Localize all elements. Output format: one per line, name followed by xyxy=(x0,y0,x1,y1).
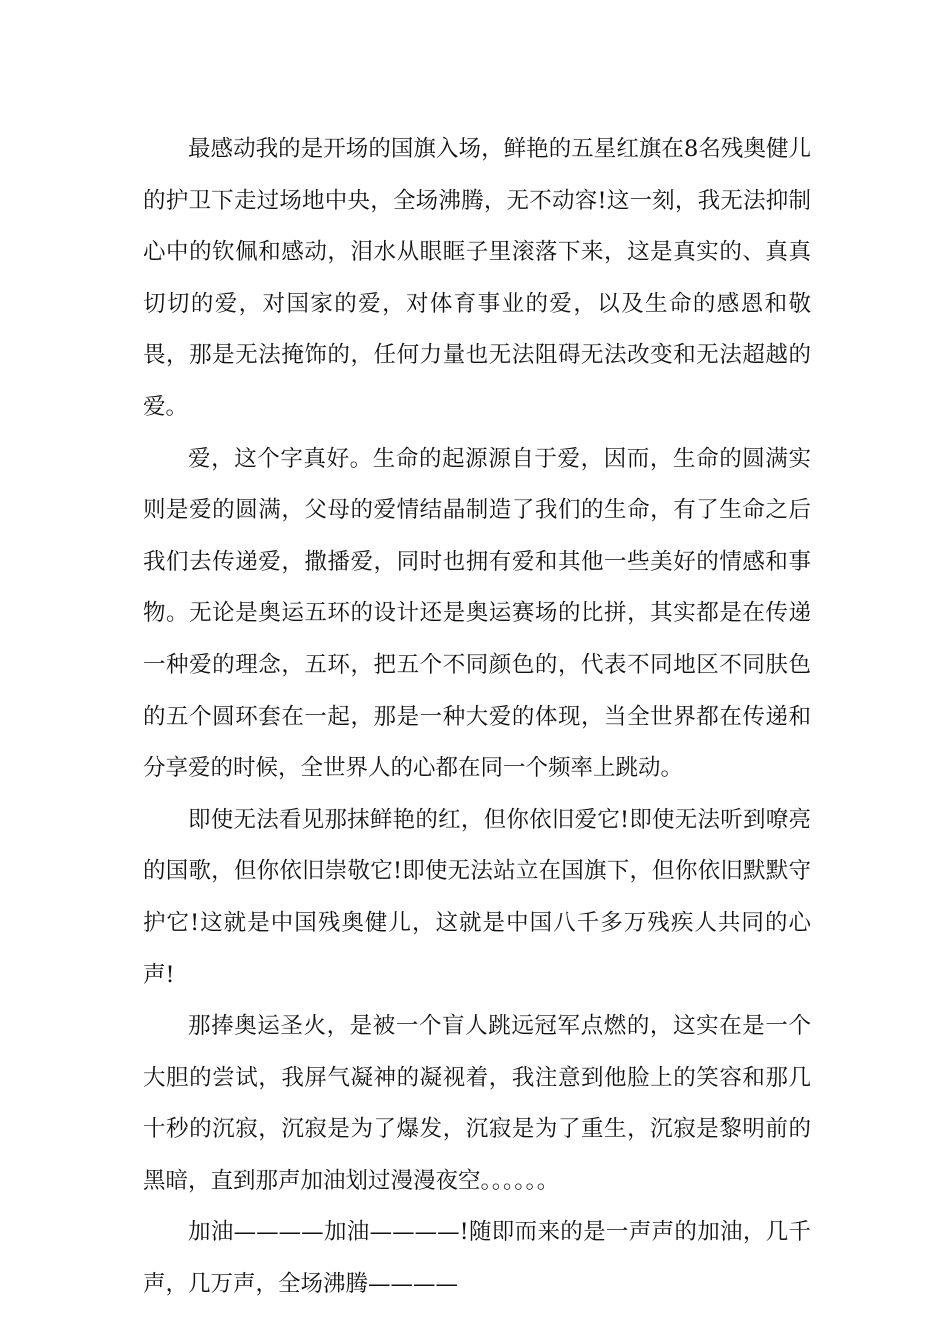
paragraph: 即使无法看见那抹鲜艳的红，但你依旧爱它!即使无法听到嘹亮的国歌，但你依旧崇敬它!即使无法站立在国旗下，但你依旧默默守护它!这就是中国残奥健儿，这就是中国八千多万残疾人共同的心声! xyxy=(143,806,811,988)
paragraph: 最感动我的是开场的国旗入场，鲜艳的五星红旗在8名残奥健儿的护卫下走过场地中央，全场沸腾，无不动容!这一刻，我无法抑制心中的钦佩和感动，泪水从眼眶子里滚落下来，这是真实的、真真切切的爱，对国家的爱，对体育事业的爱，以及生命的感恩和敬畏，那是无法掩饰的，任何力量也无法阻碍无法改变和无法超越的爱。 xyxy=(143,136,811,420)
paragraph: 爱，这个字真好。生命的起源源自于爱，因而，生命的圆满实则是爱的圆满，父母的爱情结晶制造了我们的生命，有了生命之后我们去传递爱，撒播爱，同时也拥有爱和其他一些美好的情感和事物。无论是奥运五环的设计还是奥运赛场的比拼，其实都是在传递一种爱的理念，五环，把五个不同颜色的，代表不同地区不同肤色的五个圆环套在一起，那是一种大爱的体现，当全世界都在传递和分享爱的时候，全世界人的心都在同一个频率上跳动。 xyxy=(143,445,811,782)
paragraph: 那捧奥运圣火，是被一个盲人跳远冠军点燃的，这实在是一个大胆的尝试，我屏气凝神的凝视着，我注意到他脸上的笑容和那几十秒的沉寂，沉寂是为了爆发，沉寂是为了重生，沉寂是黎明前的黑暗，直到那声加油划过漫漫夜空。。。。。。 xyxy=(143,1013,811,1194)
paragraph: 加油————加油————!随即而来的是一声声的加油，几千声，几万声，全场沸腾———— xyxy=(143,1219,811,1298)
document-body xyxy=(143,124,811,1311)
